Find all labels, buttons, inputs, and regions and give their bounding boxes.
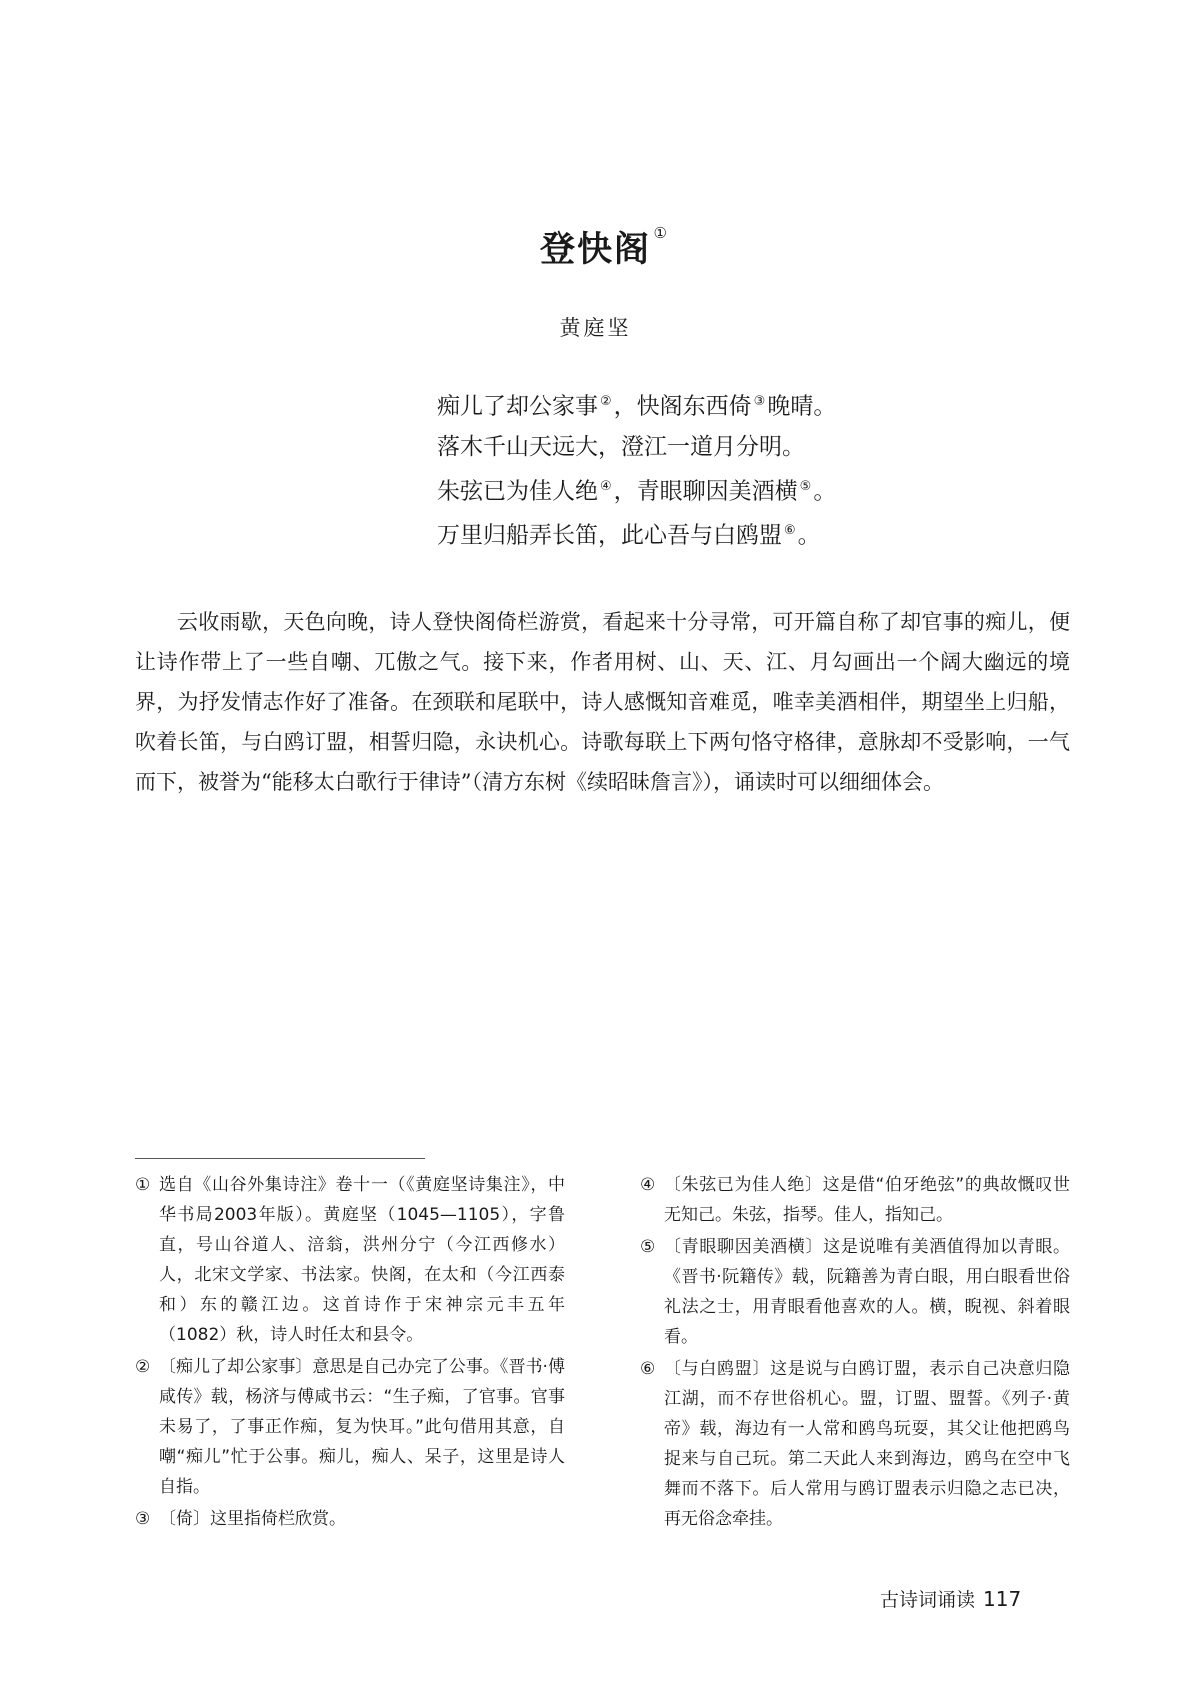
poem-line: 朱弦已为佳人绝 ④，青眼聊因美酒横 ⑤。 bbox=[437, 478, 837, 505]
footnote-divider bbox=[135, 1158, 425, 1159]
poem-title: 登快阁 ① bbox=[539, 224, 669, 270]
footnote: ② 〔痴儿了却公家事〕意思是自己办完了公事。《晋书·傅咸传》载，杨济与傅咸书云：“生子痴，了官事。官事未易了，了事正作痴，复为快耳。”此句借用其意，自嘲“痴儿”忙于公事。痴儿，痴人、呆子，这里是诗人自指。 bbox=[135, 1357, 565, 1497]
footnotes-left-column bbox=[135, 1170, 565, 1536]
book-section-name: 古诗词诵读 bbox=[880, 1589, 976, 1611]
footnote: ⑥ 〔与白鸥盟〕这是说与白鸥订盟，表示自己决意归隐江湖，而不存世俗机心。盟，订盟、盟誓。《列子·黄帝》载，海边有一人常和鸥鸟玩耍，其父让他把鸥鸟捉来与自己玩。第二天此人来到海边，鸥鸟在空中飞舞而不落下。后人常用与鸥订盟表示归隐之志已决，再无俗念牵挂。 bbox=[640, 1359, 1070, 1529]
footnote: ④ 〔朱弦已为佳人绝〕这是借“伯牙绝弦”的典故慨叹世无知己。朱弦，指琴。佳人，指知己。 bbox=[640, 1175, 1070, 1225]
page-footer bbox=[880, 1585, 1021, 1612]
commentary bbox=[135, 602, 1070, 802]
footnote: ③ 〔倚〕这里指倚栏欣赏。 bbox=[135, 1509, 346, 1529]
poem-line: 痴儿了却公家事 ②，快阁东西倚 ③晚晴。 bbox=[437, 393, 837, 420]
poem-line: 落木千山天远大，澄江一道月分明。 bbox=[437, 433, 805, 460]
page-number: 117 bbox=[983, 1587, 1022, 1611]
footnotes-right-column bbox=[640, 1170, 1070, 1536]
poem-body bbox=[437, 382, 836, 556]
footnote: ⑤ 〔青眼聊因美酒横〕这是说唯有美酒值得加以青眼。《晋书·阮籍传》载，阮籍善为青白眼，用白眼看世俗礼法之士，用青眼看他喜欢的人。横，睨视、斜着眼看。 bbox=[640, 1237, 1070, 1347]
poem-line: 万里归船弄长笛，此心吾与白鸥盟 ⑥。 bbox=[437, 522, 821, 549]
footnote: ① 选自《山谷外集诗注》卷十一（《黄庭坚诗集注》，中华书局2003年版）。黄庭坚（1045—1105），字鲁直，号山谷道人、涪翁，洪州分宁（今江西修水）人，北宋文学家、书法家。快阁，在太和（今江西泰和）东的赣江边。这首诗作于宋神宗元丰五年（1082）秋，诗人时任太和县令。 bbox=[135, 1175, 565, 1345]
commentary-paragraph: 云收雨歇，天色向晚，诗人登快阁倚栏游赏，看起来十分寻常，可开篇自称了却官事的痴儿，便让诗作带上了一些自嘲、兀傲之气。接下来，作者用树、山、天、江、月勾画出一个阔大幽远的境界，为抒发情志作好了准备。在颈联和尾联中，诗人感慨知音难觅，唯幸美酒相伴，期望坐上归船，吹着长笛，与白鸥订盟，相誓归隐，永诀机心。诗歌每联上下两句恪守格律，意脉却不受影响，一气而下，被誉为“能移太白歌行于律诗”（清方东树《续昭昧詹言》），诵读时可以细细体会。 bbox=[135, 610, 1070, 794]
poem-author: 黄庭坚 bbox=[559, 316, 632, 340]
title-footnote-marker: ① bbox=[653, 224, 669, 242]
title-block bbox=[0, 222, 1191, 272]
